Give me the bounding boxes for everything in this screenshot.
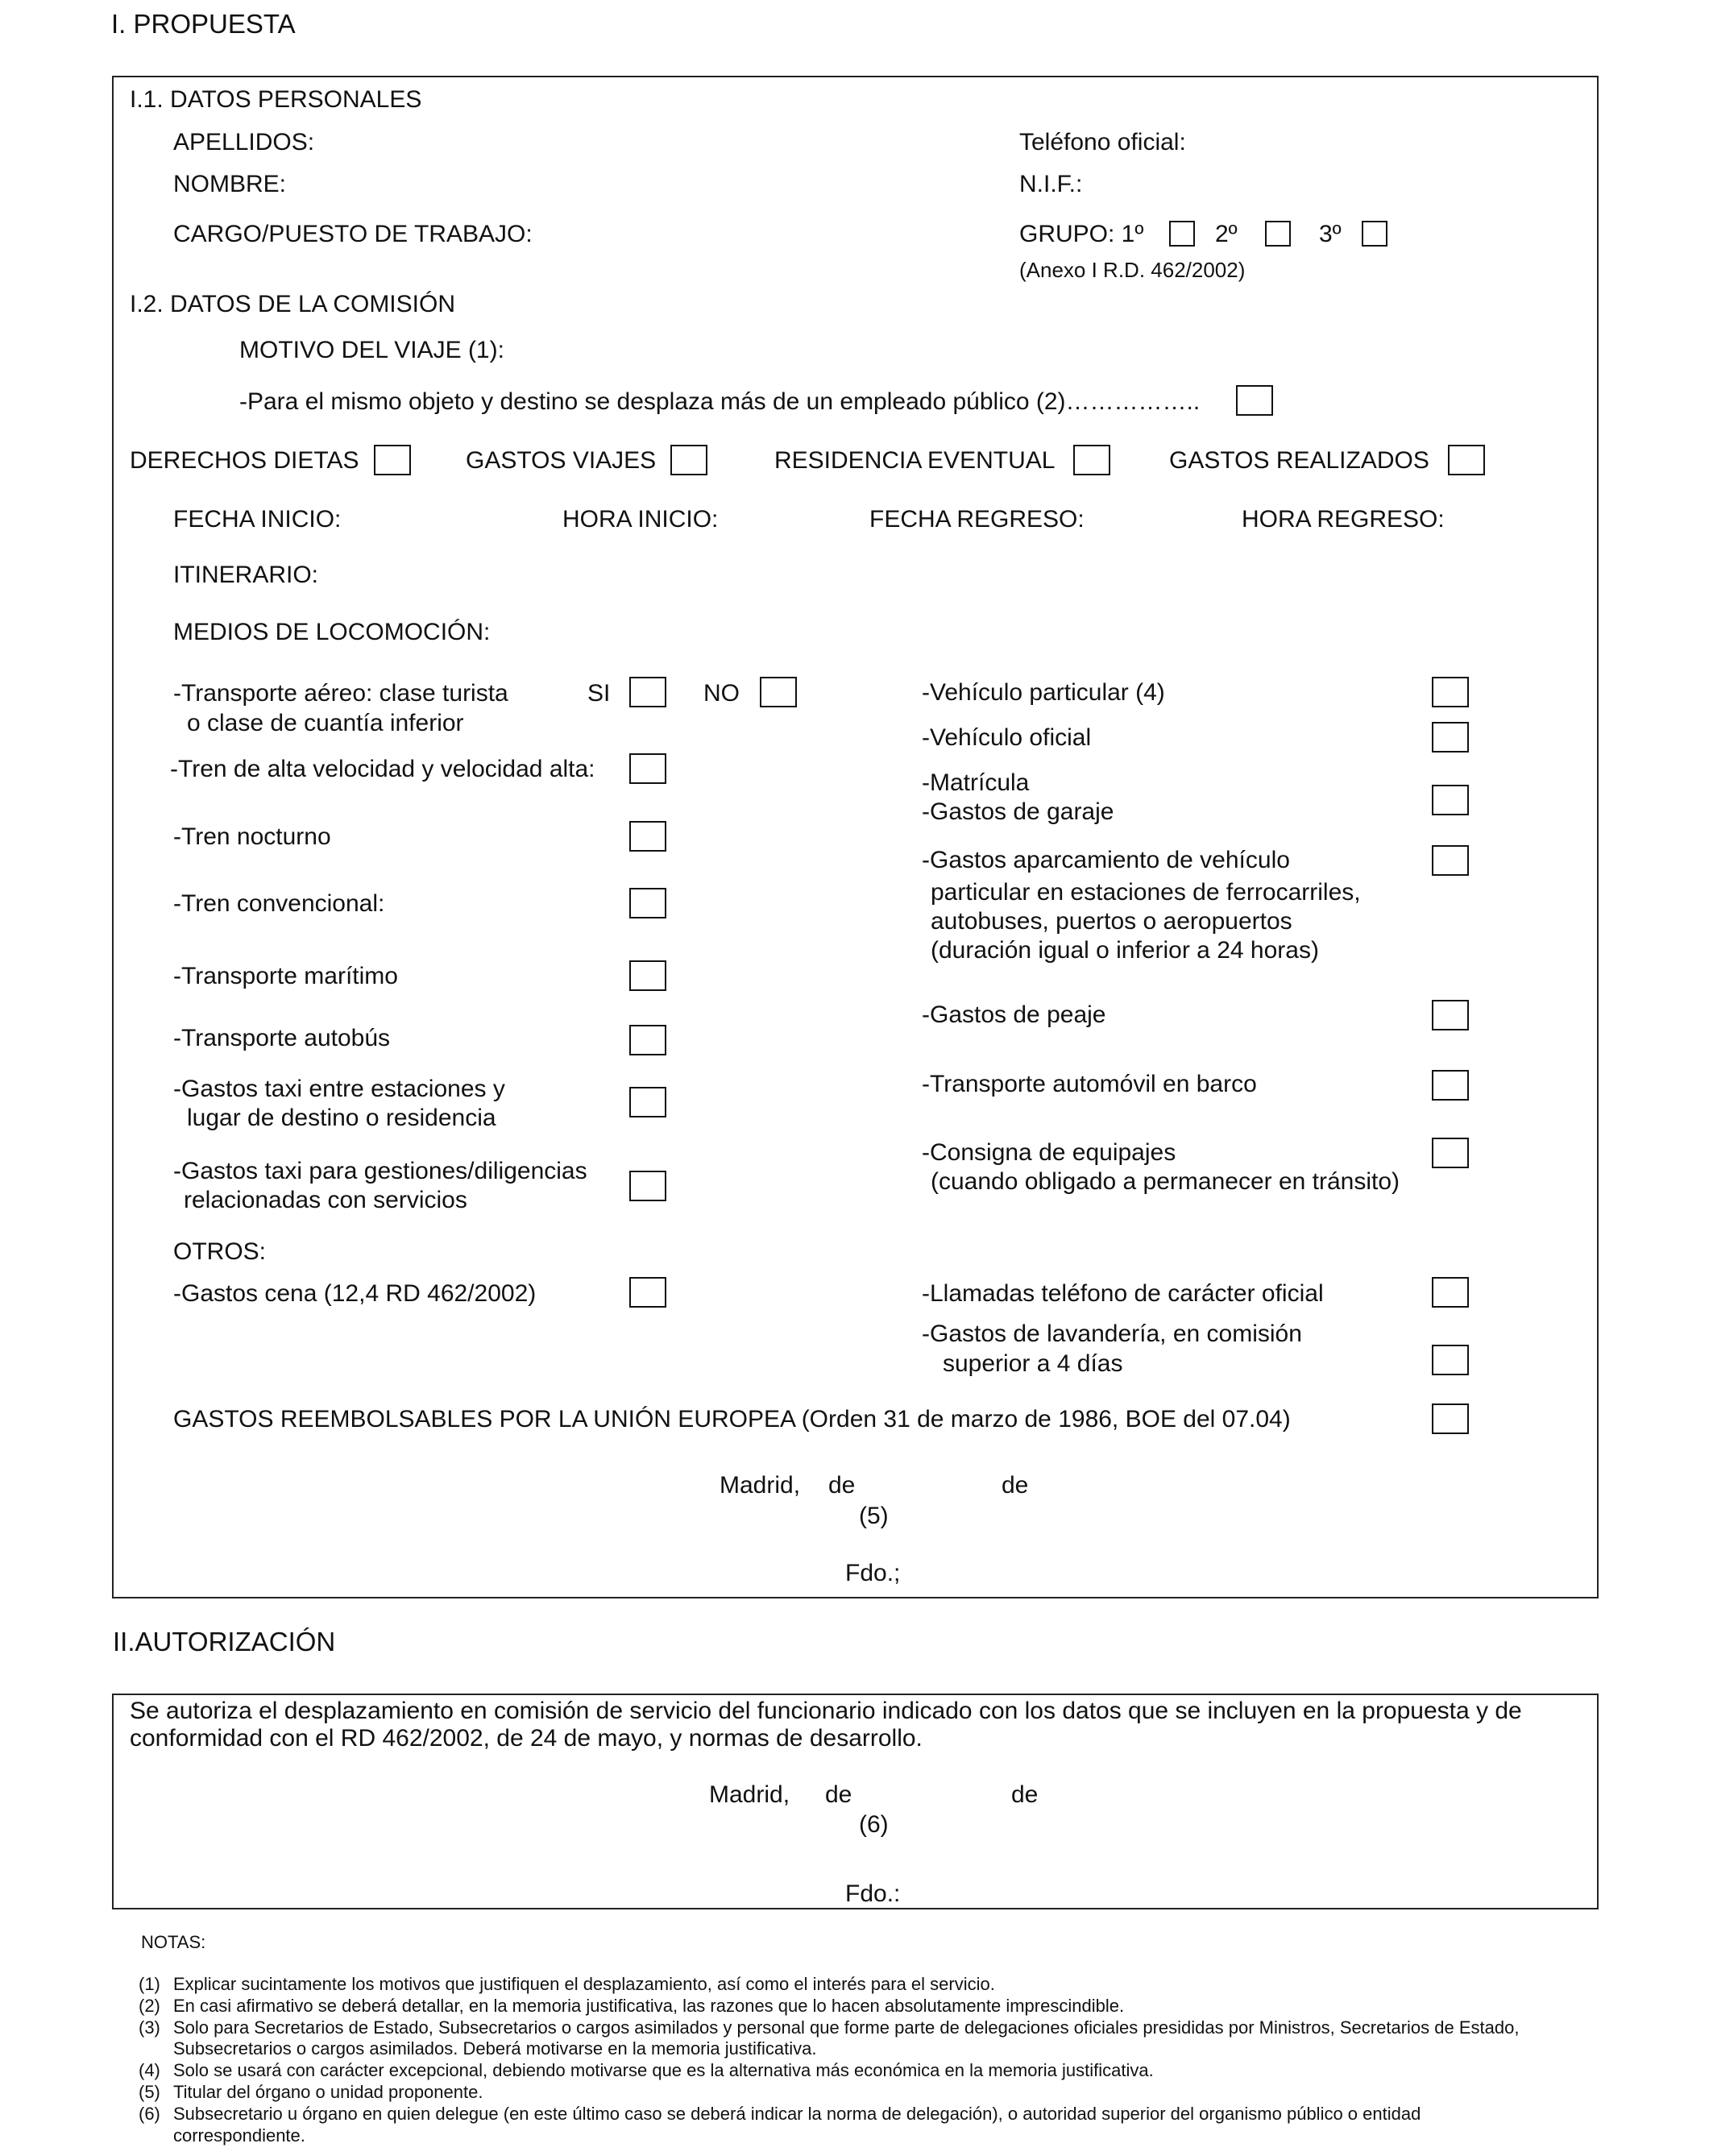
- vehiculo-oficial-label: -Vehículo oficial: [922, 724, 1092, 751]
- nif-label: N.I.F.:: [1019, 171, 1083, 197]
- autobus-checkbox[interactable]: [629, 1025, 666, 1055]
- taxi-estaciones-checkbox[interactable]: [629, 1087, 666, 1117]
- datos-personales-heading: I.1. DATOS PERSONALES: [130, 86, 422, 113]
- consigna-checkbox[interactable]: [1432, 1138, 1469, 1168]
- anexo-note: (Anexo I R.D. 462/2002): [1019, 258, 1246, 282]
- itinerario-label: ITINERARIO:: [173, 562, 319, 588]
- notas-heading: NOTAS:: [141, 1932, 206, 1952]
- grupo-label: GRUPO: 1º: [1019, 221, 1144, 247]
- note-ref-6: (6): [859, 1811, 889, 1838]
- cargo-label: CARGO/PUESTO DE TRABAJO:: [173, 221, 533, 247]
- lavanderia-label: -Gastos de lavandería, en comisión: [922, 1321, 1302, 1347]
- note-5: Titular del órgano o unidad proponente.: [173, 2082, 483, 2102]
- grupo-2-label: 2º: [1215, 221, 1238, 247]
- madrid-label: Madrid,: [720, 1472, 801, 1499]
- hora-inicio-label: HORA INICIO:: [562, 506, 719, 533]
- motivo-label: MOTIVO DEL VIAJE (1):: [239, 337, 504, 363]
- peaje-checkbox[interactable]: [1432, 1000, 1469, 1030]
- madrid-label-2: Madrid,: [709, 1781, 790, 1808]
- barco-checkbox[interactable]: [1432, 1070, 1469, 1101]
- note-3: Solo para Secretarios de Estado, Subsecretarios o cargos asimilados y personal que forme parte de delegaciones oficiales presididas por Ministros, Secretarios de Estado,: [173, 2017, 1520, 2038]
- aparcamiento-label-2: particular en estaciones de ferrocarriles,: [931, 879, 1361, 906]
- residencia-eventual-label: RESIDENCIA EVENTUAL: [774, 447, 1056, 474]
- aparcamiento-label: -Gastos aparcamiento de vehículo: [922, 847, 1290, 873]
- apellidos-label: APELLIDOS:: [173, 129, 315, 155]
- note-3-number: (3): [139, 2017, 160, 2038]
- reembolsables-label: GASTOS REEMBOLSABLES POR LA UNIÓN EUROPEA (Orden 31 de marzo de 1986, BOE del 07.04): [173, 1406, 1291, 1432]
- gastos-realizados-checkbox[interactable]: [1448, 445, 1485, 475]
- note-4-number: (4): [139, 2060, 160, 2080]
- fecha-inicio-label: FECHA INICIO:: [173, 506, 342, 533]
- fecha-regreso-label: FECHA REGRESO:: [869, 506, 1085, 533]
- date-de-2: de: [1002, 1472, 1029, 1499]
- otros-label: OTROS:: [173, 1238, 267, 1265]
- section-title-autorizacion: II.AUTORIZACIÓN: [113, 1627, 336, 1656]
- taxi-gestiones-label: -Gastos taxi para gestiones/diligencias: [173, 1158, 587, 1184]
- garaje-checkbox[interactable]: [1432, 785, 1469, 815]
- mismo-objeto-checkbox[interactable]: [1236, 385, 1273, 416]
- taxi-gestiones-checkbox[interactable]: [629, 1171, 666, 1201]
- note-1-number: (1): [139, 1974, 160, 1994]
- mismo-objeto-label: -Para el mismo objeto y destino se desplaza más de un empleado público (2)……………..: [239, 388, 1201, 415]
- llamadas-checkbox[interactable]: [1432, 1277, 1469, 1308]
- datos-comision-heading: I.2. DATOS DE LA COMISIÓN: [130, 291, 455, 317]
- note-6-number: (6): [139, 2104, 160, 2124]
- derechos-dietas-checkbox[interactable]: [374, 445, 411, 475]
- consigna-label: -Consigna de equipajes: [922, 1139, 1176, 1166]
- vehiculo-particular-checkbox[interactable]: [1432, 677, 1469, 707]
- autobus-label: -Transporte autobús: [173, 1025, 391, 1051]
- tren-av-label: -Tren de alta velocidad y velocidad alta:: [170, 756, 595, 782]
- si-label: SI: [587, 680, 611, 707]
- aparcamiento-label-4: (duración igual o inferior a 24 horas): [931, 937, 1319, 964]
- note-ref-5: (5): [859, 1503, 889, 1529]
- aereo-label-2: o clase de cuantía inferior: [187, 710, 464, 736]
- fdo-label: Fdo.;: [845, 1560, 901, 1586]
- grupo-3-checkbox[interactable]: [1362, 221, 1387, 247]
- medios-label: MEDIOS DE LOCOMOCIÓN:: [173, 619, 491, 645]
- note-2: En casi afirmativo se deberá detallar, en la memoria justificativa, las razones que lo hacen absolutamente imprescindible.: [173, 1996, 1125, 2016]
- tren-convencional-checkbox[interactable]: [629, 888, 666, 918]
- autorizacion-text-2: conformidad con el RD 462/2002, de 24 de mayo, y normas de desarrollo.: [130, 1725, 923, 1752]
- note-1: Explicar sucintamente los motivos que justifiquen el desplazamiento, así como el interés para el servicio.: [173, 1974, 995, 1994]
- fdo-label-2: Fdo.:: [845, 1880, 901, 1907]
- gastos-viajes-label: GASTOS VIAJES: [466, 447, 657, 474]
- grupo-1-checkbox[interactable]: [1169, 221, 1195, 247]
- telefono-label: Teléfono oficial:: [1019, 129, 1186, 155]
- derechos-dietas-label: DERECHOS DIETAS: [130, 447, 359, 474]
- date-de-1: de: [828, 1472, 856, 1499]
- tren-nocturno-label: -Tren nocturno: [173, 823, 331, 850]
- garaje-label: -Gastos de garaje: [922, 798, 1114, 825]
- tren-nocturno-checkbox[interactable]: [629, 821, 666, 852]
- note-5-number: (5): [139, 2082, 160, 2102]
- note-6: Subsecretario u órgano en quien delegue (en este último caso se deberá indicar la norma de delegación), o autoridad superior del organismo público o entidad: [173, 2104, 1421, 2124]
- nombre-label: NOMBRE:: [173, 171, 287, 197]
- consigna-label-2: (cuando obligado a permanecer en tránsito): [931, 1168, 1400, 1195]
- cena-label: -Gastos cena (12,4 RD 462/2002): [173, 1280, 537, 1307]
- residencia-eventual-checkbox[interactable]: [1073, 445, 1110, 475]
- date2-de-1: de: [825, 1781, 852, 1808]
- no-label: NO: [703, 680, 740, 707]
- maritimo-checkbox[interactable]: [629, 960, 666, 991]
- hora-regreso-label: HORA REGRESO:: [1242, 506, 1445, 533]
- gastos-viajes-checkbox[interactable]: [670, 445, 707, 475]
- gastos-realizados-label: GASTOS REALIZADOS: [1169, 447, 1429, 474]
- grupo-2-checkbox[interactable]: [1265, 221, 1291, 247]
- aparcamiento-checkbox[interactable]: [1432, 845, 1469, 876]
- aereo-no-checkbox[interactable]: [760, 677, 797, 707]
- autorizacion-text-1: Se autoriza el desplazamiento en comisión de servicio del funcionario indicado con los datos que se incluyen en la propuesta y de: [130, 1698, 1522, 1724]
- lavanderia-checkbox[interactable]: [1432, 1345, 1469, 1375]
- date2-de-2: de: [1011, 1781, 1039, 1808]
- tren-av-checkbox[interactable]: [629, 753, 666, 784]
- taxi-estaciones-label-2: lugar de destino o residencia: [187, 1105, 496, 1131]
- section-title-propuesta: I. PROPUESTA: [111, 9, 296, 39]
- tren-convencional-label: -Tren convencional:: [173, 890, 385, 917]
- note-6-cont: correspondiente.: [173, 2125, 305, 2146]
- note-2-number: (2): [139, 1996, 160, 2016]
- maritimo-label: -Transporte marítimo: [173, 963, 398, 989]
- peaje-label: -Gastos de peaje: [922, 1001, 1106, 1028]
- note-4: Solo se usará con carácter excepcional, debiendo motivarse que es la alternativa más económica en la memoria justificativa.: [173, 2060, 1154, 2080]
- taxi-gestiones-label-2: relacionadas con servicios: [184, 1187, 467, 1213]
- aereo-label: -Transporte aéreo: clase turista: [173, 680, 508, 707]
- grupo-3-label: 3º: [1319, 221, 1342, 247]
- vehiculo-particular-label: -Vehículo particular (4): [922, 679, 1165, 706]
- taxi-estaciones-label: -Gastos taxi entre estaciones y: [173, 1076, 505, 1102]
- aparcamiento-label-3: autobuses, puertos o aeropuertos: [931, 908, 1292, 935]
- reembolsables-checkbox[interactable]: [1432, 1403, 1469, 1434]
- matricula-label: -Matrícula: [922, 769, 1030, 796]
- cena-checkbox[interactable]: [629, 1277, 666, 1308]
- llamadas-label: -Llamadas teléfono de carácter oficial: [922, 1280, 1324, 1307]
- lavanderia-label-2: superior a 4 días: [943, 1350, 1123, 1377]
- barco-label: -Transporte automóvil en barco: [922, 1071, 1257, 1097]
- vehiculo-oficial-checkbox[interactable]: [1432, 722, 1469, 753]
- note-3-cont: Subsecretarios o cargos asimilados. Deberá motivarse en la memoria justificativa.: [173, 2038, 817, 2059]
- aereo-si-checkbox[interactable]: [629, 677, 666, 707]
